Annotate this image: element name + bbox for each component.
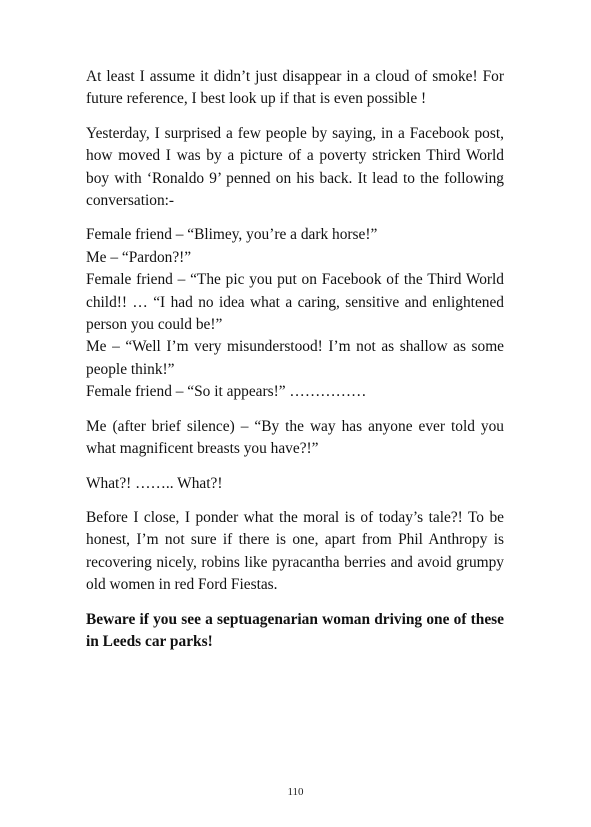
dialogue-line: Female friend – “So it appears!” ……………	[86, 383, 367, 401]
dialogue-line: Female friend – “The pic you put on Facebook of the Third World child!! … “I had no idea what a caring, sensitive and enlightened person you could be!”	[86, 271, 504, 334]
paragraph-moral: Before I close, I ponder what the moral is of today’s tale?! To be honest, I’m not sure if there is one, apart from Phil Anthropy is recovering nicely, robins like pyracantha berries and avoid grumpy old women in red Ford Fiestas.	[86, 508, 504, 594]
dialogue-line: Female friend – “Blimey, you’re a dark horse!”	[86, 226, 378, 244]
paragraph-silence: Me (after brief silence) – “By the way has anyone ever told you what magnificent breasts you have?!”	[86, 417, 504, 458]
page-body	[86, 66, 504, 665]
paragraph-what: What?! …….. What?!	[86, 474, 223, 492]
dialogue-line: Me – “Pardon?!”	[86, 248, 192, 266]
dialogue-line: Me – “Well I’m very misunderstood! I’m not as shallow as some people think!”	[86, 338, 504, 378]
paragraph-facebook-post: Yesterday, I surprised a few people by saying, in a Facebook post, how moved I was by a picture of a poverty stricken Third World boy with ‘Ronaldo 9’ penned on his back. It lead to the following conversation:-	[86, 124, 504, 210]
paragraph-smoke: At least I assume it didn’t just disappear in a cloud of smoke! For future reference, I best look up if that is even possible !	[86, 68, 504, 108]
page-number: 110	[287, 786, 304, 798]
closing-bold-statement: Beware if you see a septuagenarian woman driving one of these in Leeds car parks!	[86, 610, 504, 650]
